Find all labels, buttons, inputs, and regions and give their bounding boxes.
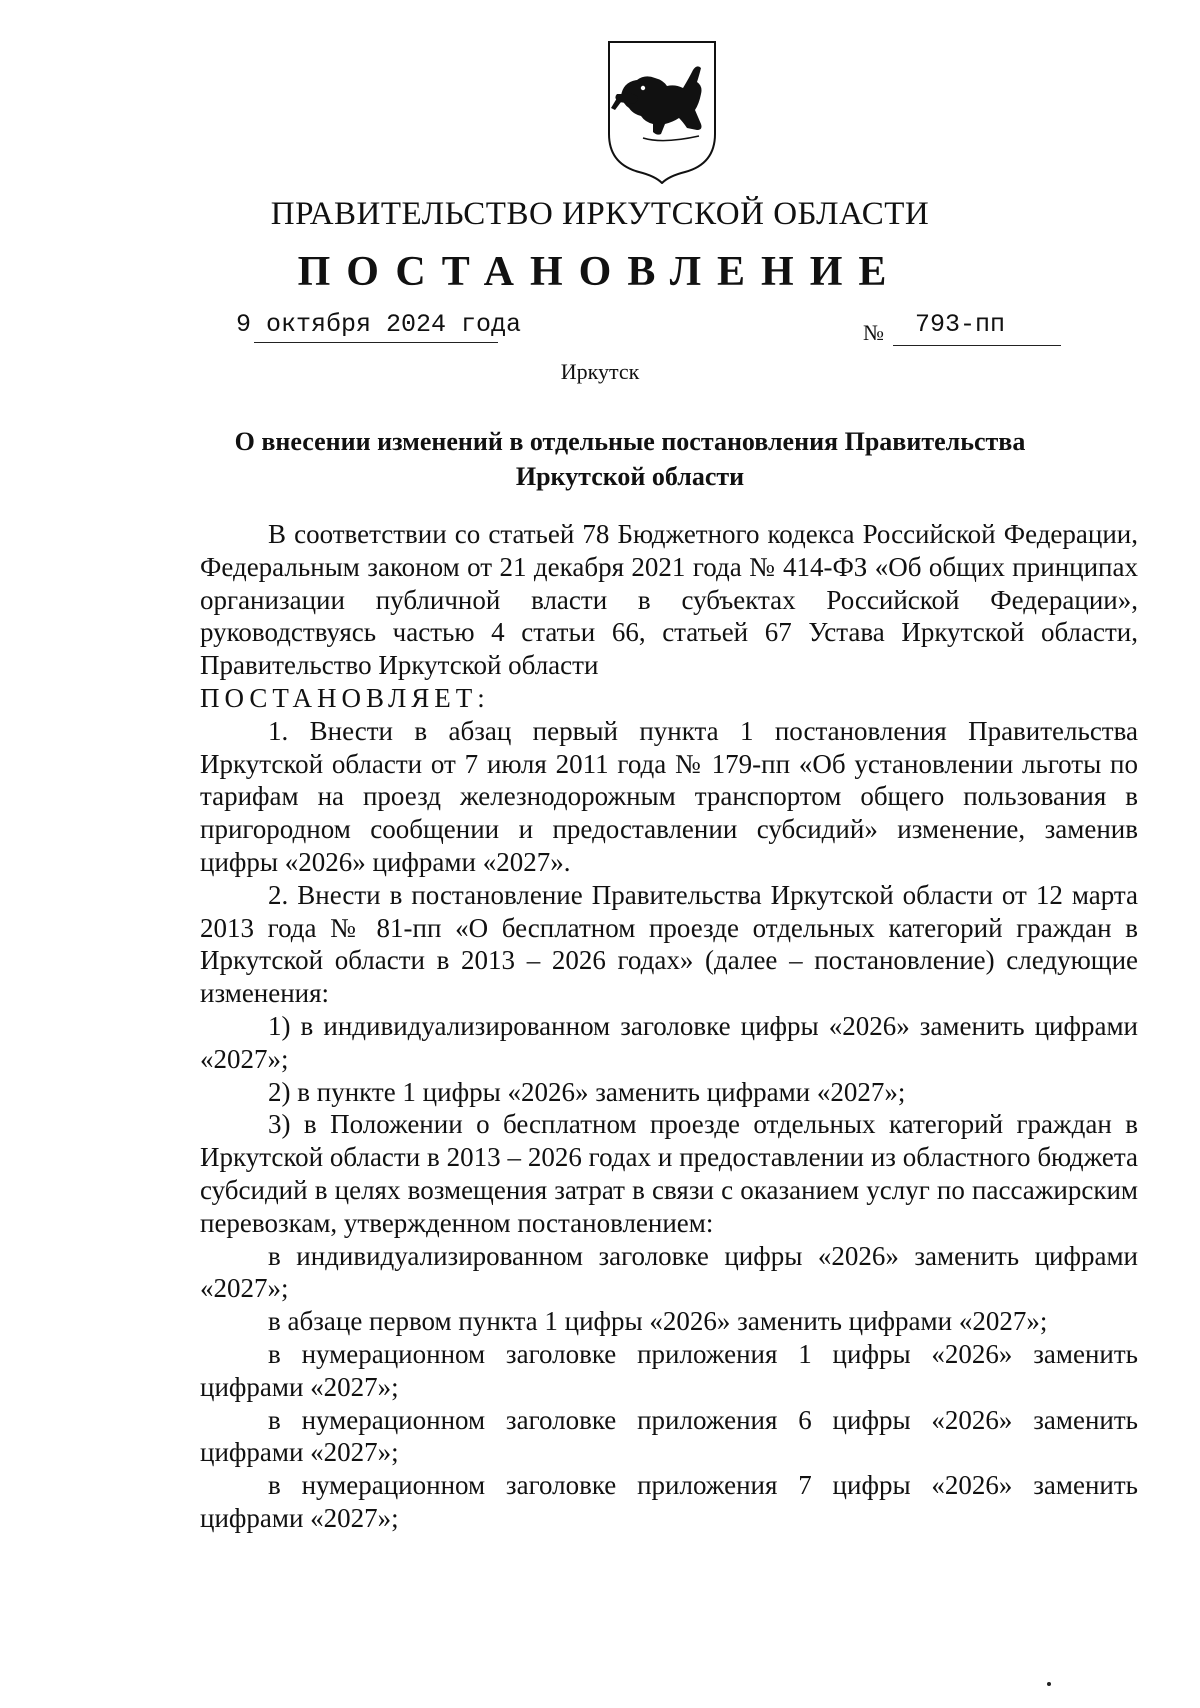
coat-of-arms-icon	[603, 38, 721, 184]
city: Иркутск	[560, 359, 640, 384]
number-underline	[893, 345, 1061, 346]
paragraph: в нумерационном заголовке приложения 1 цифры «2026» заменить цифрами «2027»;	[200, 1338, 1138, 1402]
paragraph: 3) в Положении о бесплатном проезде отдельных категорий граждан в Иркутской области в 2013 – 2026 годах и предоставлении из областного бюджета субсидий в целях возмещения затрат в связи с оказанием услуг по пассажирским перевозкам, утвержденном постановлением:	[200, 1109, 1138, 1238]
number-value: 793-пп	[915, 310, 1006, 339]
paragraph: в абзаце первом пункта 1 цифры «2026» заменить цифрами «2027»;	[268, 1306, 1048, 1337]
scan-artifact-dot	[1047, 1682, 1051, 1686]
government-name: ПРАВИТЕЛЬСТВО ИРКУТСКОЙ ОБЛАСТИ	[270, 196, 930, 232]
paragraph: в нумерационном заголовке приложения 7 цифры «2026» заменить цифрами «2027»;	[200, 1470, 1138, 1533]
subject-line-2: Иркутской области	[515, 462, 745, 491]
document-date-text: 9 октября 2024 года	[236, 310, 522, 339]
document-date	[236, 310, 522, 339]
paragraph: 2) в пункте 1 цифры «2026» заменить цифрами «2027»;	[268, 1076, 906, 1107]
paragraph: в индивидуализированном заголовке цифры «2026» заменить цифрами «2027»;	[200, 1240, 1138, 1304]
document-body	[200, 518, 1138, 1535]
document-subject	[160, 424, 1100, 494]
date-underline	[254, 342, 498, 343]
paragraph: 2. Внести в постановление Правительства Иркутской области от 12 марта 2013 года № 81-пп «О бесплатном проезде отдельных категорий граждан в Иркутской области в 2013 – 2026 годах» (далее – постановление) следующие изменения:	[200, 879, 1138, 1009]
decides-heading: ПОСТАНОВЛЯЕТ:	[200, 682, 490, 713]
document-type: ПОСТАНОВЛЕНИЕ	[297, 249, 903, 295]
paragraph: 1) в индивидуализированном заголовке цифры «2026» заменить цифрами «2027»;	[200, 1010, 1138, 1074]
paragraph: в нумерационном заголовке приложения 6 цифры «2026» заменить цифрами «2027»;	[200, 1404, 1138, 1468]
document-number	[863, 312, 1063, 352]
preamble: В соответствии со статьей 78 Бюджетного кодекса Российской Федерации, Федеральным законом от 21 декабря 2021 года № 414-ФЗ «Об общих принципах организации публичной власти в субъектах Российской Федерации», руководствуясь частью 4 статьи 66, статьей 67 Устава Иркутской области, Правительство Иркутской области	[200, 519, 1138, 681]
subject-line-1: О внесении изменений в отдельные постановления Правительства	[234, 427, 1026, 456]
paragraph: 1. Внести в абзац первый пункта 1 постановления Правительства Иркутской области от 7 июля 2011 года № 179-пп «Об установлении льготы по тарифам на проезд железнодорожным транспортом общего пользования в пригородном сообщении и предоставлении субсидий» изменение, заменив цифры «2026» цифрами «2027».	[200, 715, 1138, 877]
number-sign: №	[863, 320, 884, 345]
